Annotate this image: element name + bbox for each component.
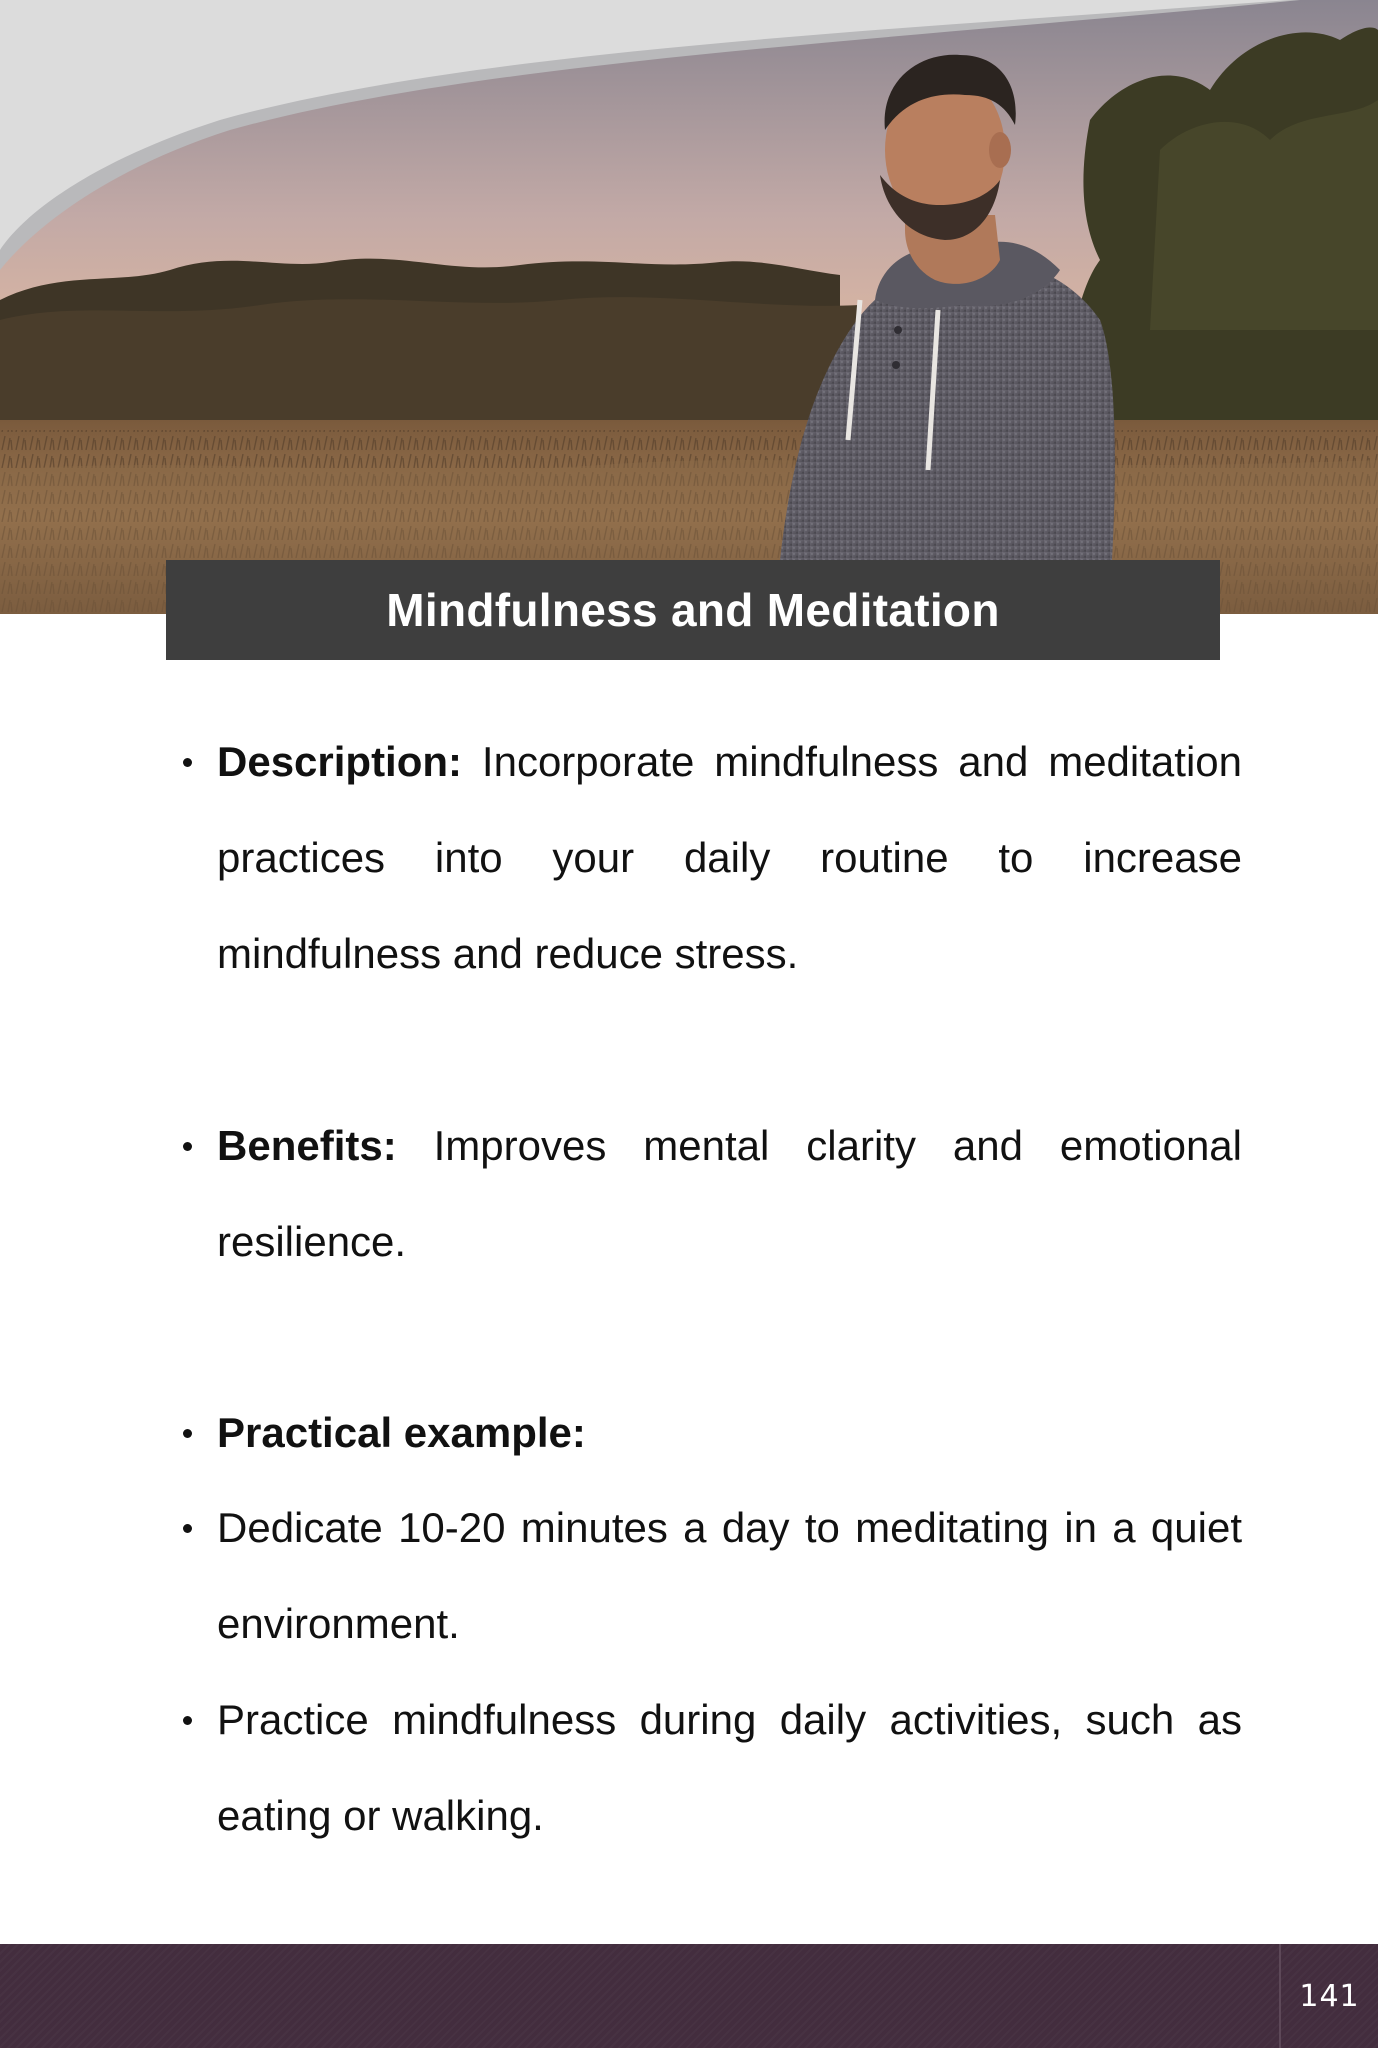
description-text: Incorporate mindfulness and meditation practices into your daily routine to increase mindfulness and reduce stress. (217, 738, 1242, 977)
title-banner (166, 560, 1220, 660)
benefits-text: Improves mental clarity and emotional resilience. (217, 1122, 1242, 1265)
benefits-label: Benefits: (217, 1122, 397, 1169)
bullet-practical-example (217, 1385, 1242, 1481)
practical-example-label: Practical example: (217, 1409, 586, 1456)
example-1-text: Dedicate 10-20 minutes a day to meditating in a quiet environment. (217, 1504, 1242, 1647)
bullet-example-2 (217, 1672, 1242, 1864)
bullet-benefits (217, 1098, 1242, 1290)
bullet-example-1 (217, 1480, 1242, 1672)
example-2-text: Practice mindfulness during daily activities, such as eating or walking. (217, 1696, 1242, 1839)
footer-bar (0, 1944, 1378, 2048)
bullet-description (217, 714, 1242, 1002)
page-number: 141 (1299, 1978, 1360, 2014)
page-number-box (1279, 1944, 1378, 2048)
description-label: Description: (217, 738, 463, 785)
page-title: Mindfulness and Meditation (386, 584, 1000, 636)
hero-photo (0, 0, 1378, 614)
